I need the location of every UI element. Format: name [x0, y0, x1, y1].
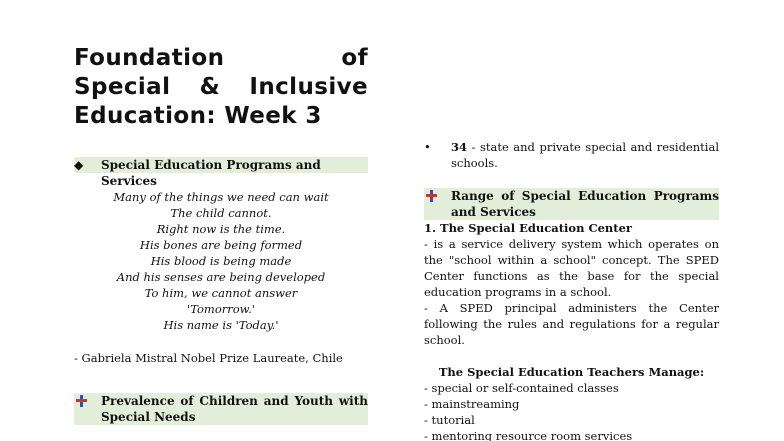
- bullet-dot-icon: •: [424, 140, 431, 154]
- plus-bullet-icon: [424, 188, 444, 208]
- poem-line: His blood is being made: [150, 254, 292, 268]
- teachers-list: [424, 380, 719, 441]
- section-heading-prevalence: [74, 393, 368, 425]
- poem-line: The child cannot.: [170, 206, 272, 220]
- teachers-block: [424, 364, 719, 441]
- list-item: - tutorial: [424, 413, 475, 427]
- poem-attribution: - Gabriela Mistral Nobel Prize Laureate, Chile: [74, 351, 343, 365]
- sped-center-block: [424, 220, 719, 348]
- sped-center-subheading: 1. The Special Education Center: [424, 221, 632, 235]
- section-heading-programs: [74, 157, 368, 188]
- plus-bullet-icon: [74, 393, 94, 413]
- poem-line: Many of the things we need can wait: [113, 190, 329, 204]
- section-heading-programs-text: Special Education Programs and Services: [101, 158, 321, 188]
- poem: [74, 189, 368, 333]
- list-item: - special or self-contained classes: [424, 381, 619, 395]
- list-item: [424, 139, 719, 171]
- poem-line: 'Tomorrow.': [187, 302, 255, 316]
- poem-line: To him, we cannot answer: [144, 286, 298, 300]
- poem-line: Right now is the time.: [156, 222, 286, 236]
- section-heading-prevalence-text: Prevalence of Children and Youth with Special Needs: [101, 394, 368, 424]
- section-heading-range: [424, 188, 719, 220]
- bullet-text: - state and private special and residential schools.: [451, 140, 719, 170]
- section-heading-range-text: Range of Special Education Programs and Services: [451, 189, 719, 219]
- diamond-bullet-icon: ◆: [74, 158, 84, 172]
- list-item: - mentoring resource room services: [424, 429, 633, 441]
- title-line-1: Foundation of: [74, 45, 368, 71]
- title-line-3: Education: Week 3: [74, 103, 322, 129]
- list-item: - mainstreaming: [424, 397, 520, 411]
- poem-line: And his senses are being developed: [116, 270, 326, 284]
- teachers-heading: The Special Education Teachers Manage:: [438, 365, 705, 379]
- sped-center-paragraph-1: - is a service delivery system which operates on the "school within a school" concept. The SPED Center functions as the base for the special education programs in a school.: [424, 237, 719, 299]
- document-title: [74, 44, 368, 131]
- poem-line: His bones are being formed: [139, 238, 303, 252]
- poem-line: His name is 'Today.': [163, 318, 279, 332]
- title-line-2: Special & Inclusive: [74, 74, 368, 100]
- sped-center-paragraph-2: - A SPED principal administers the Center following the rules and regulations for a regular school.: [424, 301, 719, 347]
- bullet-number: 34: [451, 140, 468, 154]
